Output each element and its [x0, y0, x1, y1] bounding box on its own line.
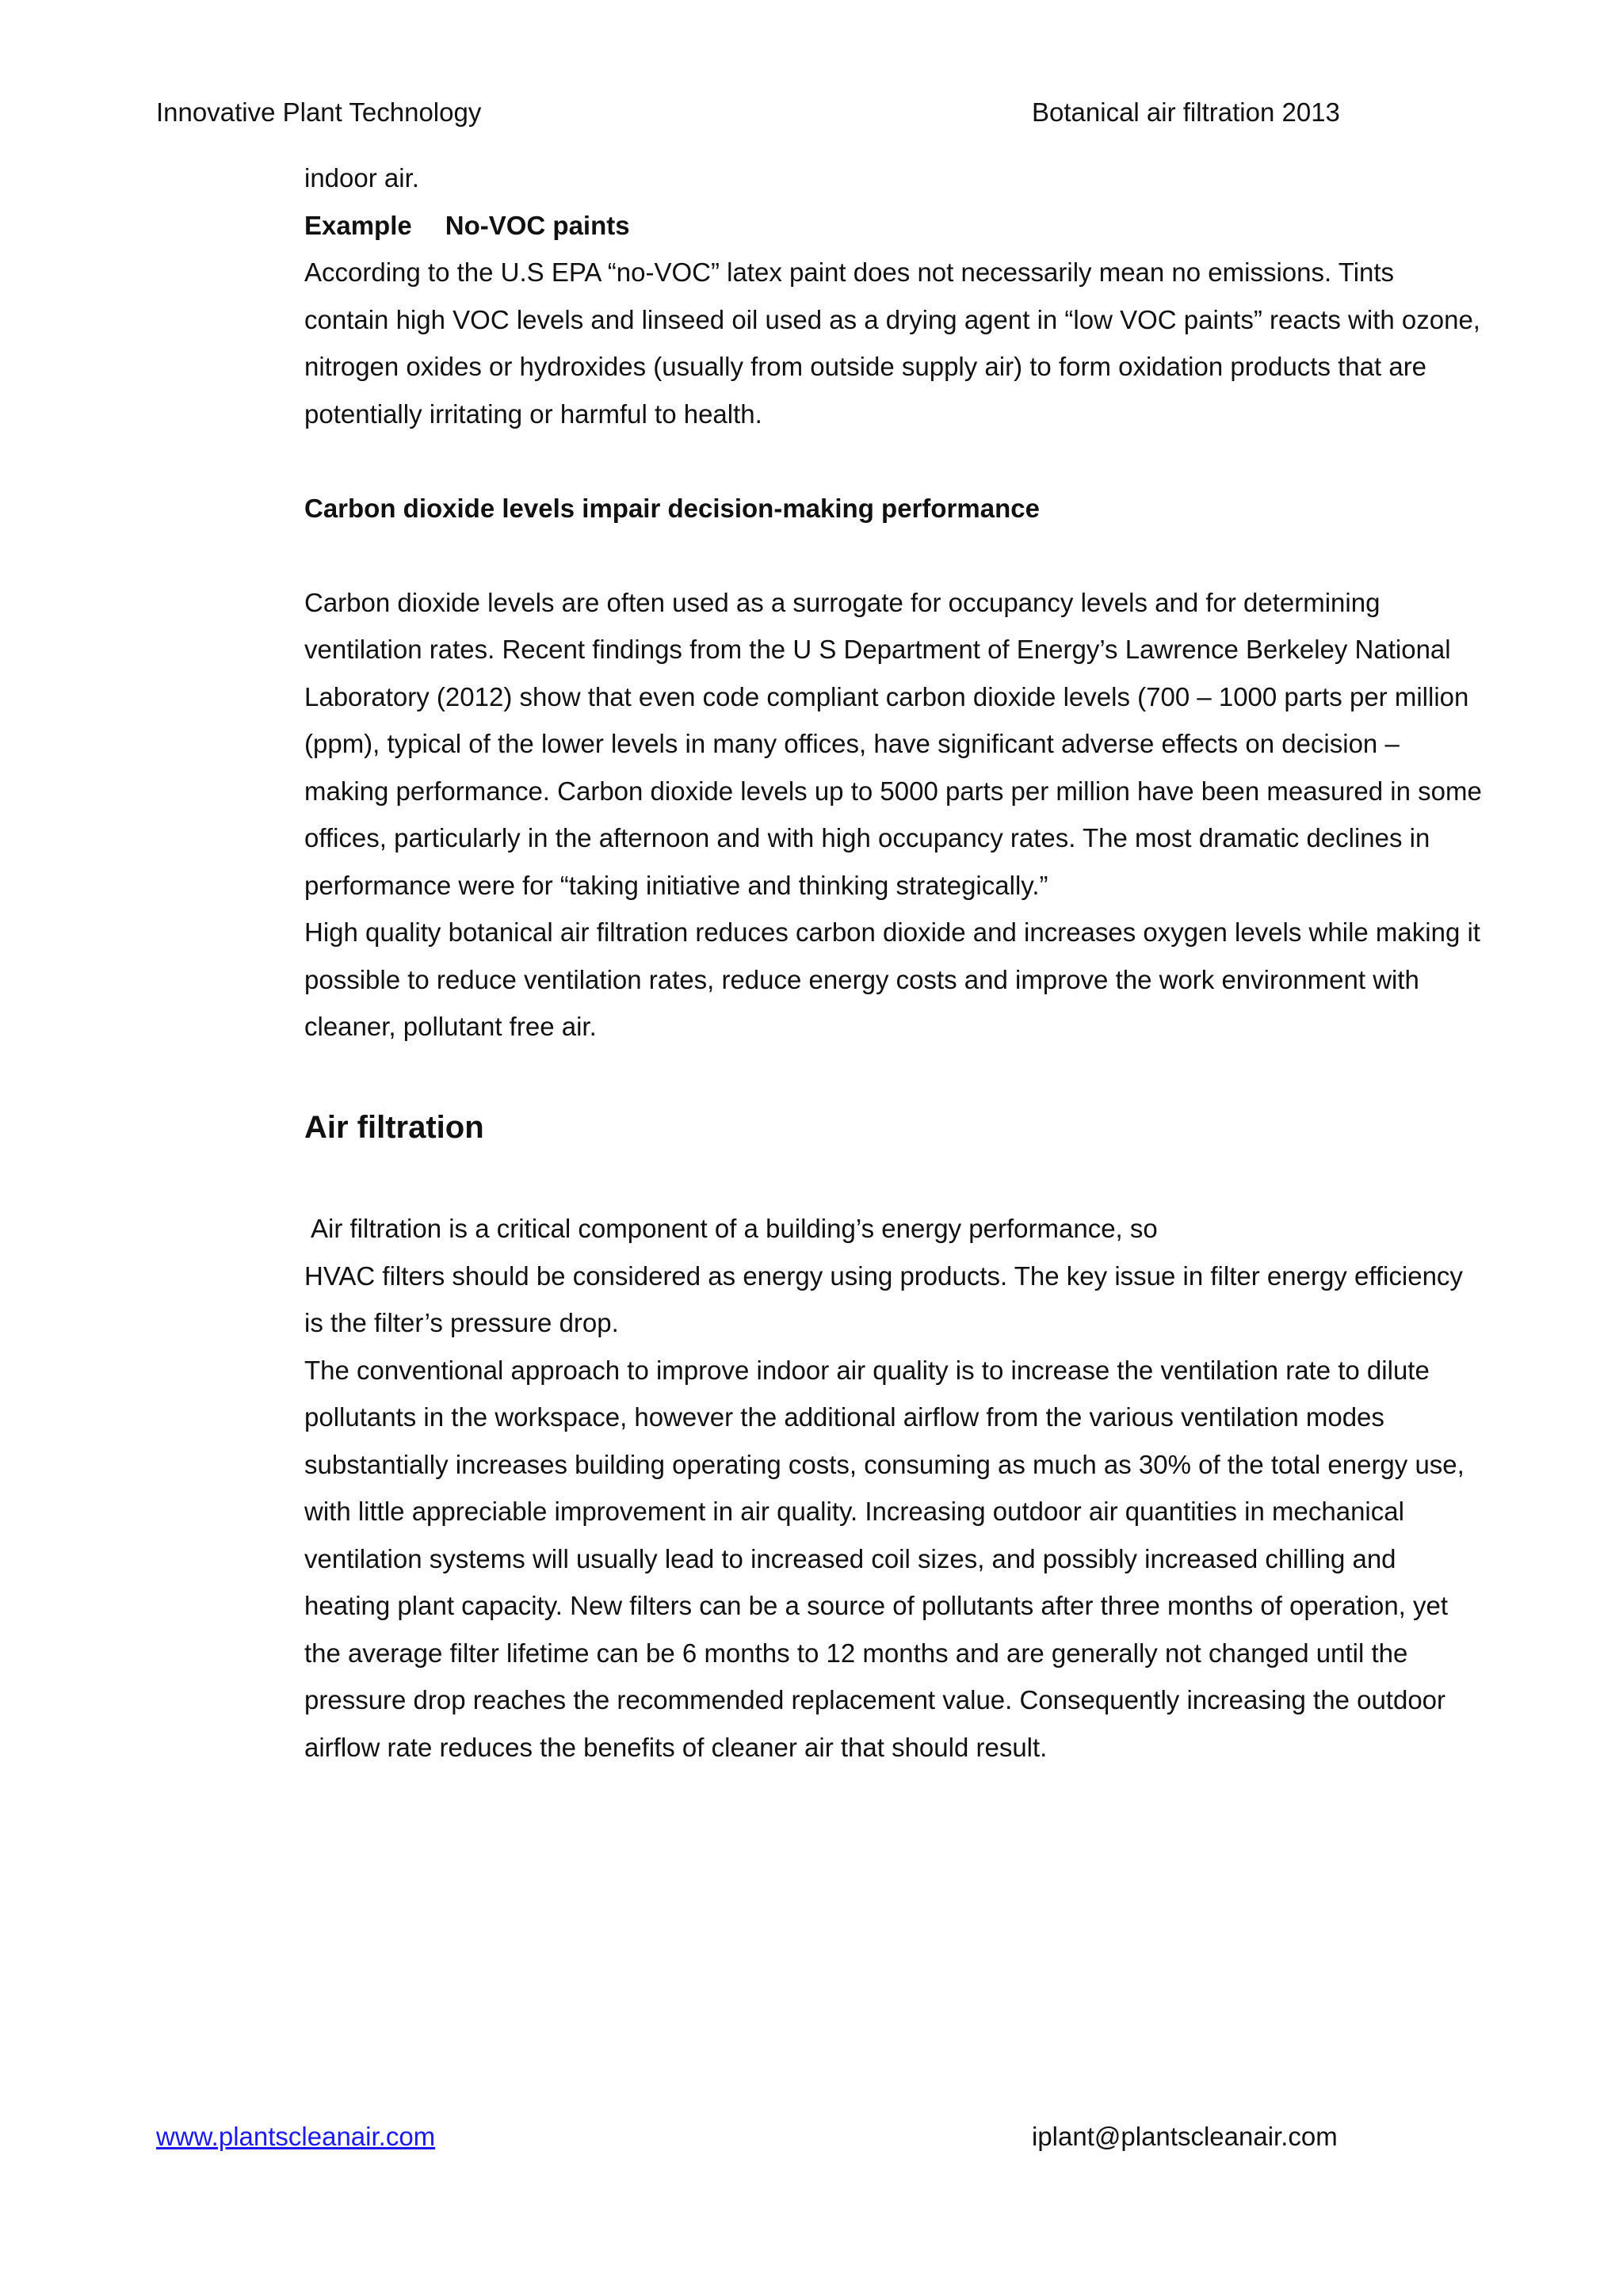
air-filtration-paragraph-2: The conventional approach to improve indoor air quality is to increase the ventilation rate to dilute pollutants in the workspace, however the additional airflow from the various ventilation modes substantially increases building operating costs, consuming as much as 30% of the total energy use, with little appreciable improvement in air quality. Increasing outdoor air quantities in mechanical ventilation systems will usually lead to increased coil sizes, and possibly increased chilling and heating plant capacity. New filters can be a source of pollutants after three months of operation, yet the average filter lifetime can be 6 months to 12 months and are generally not changed until the pressure drop reaches the recommended replacement value. Consequently increasing the outdoor airflow rate reduces the benefits of cleaner air that should result. — [304, 1355, 1465, 1762]
air-filtration-line-1: Air filtration is a critical component of a building’s energy performance, so — [311, 1214, 1158, 1243]
header-doc-title: Botanical air filtration 2013 — [1032, 97, 1340, 127]
air-filtration-paragraph-1: HVAC filters should be considered as energy using products. The key issue in filter energy efficiency is the filter’s pressure drop. — [304, 1261, 1463, 1337]
co2-paragraph-1: Carbon dioxide levels are often used as a surrogate for occupancy levels and for determining ventilation rates. Recent findings from the U S Department of Energy’s Lawrence Berkeley National Laboratory (2012) show that even code compliant carbon dioxide levels (700 – 1000 parts per million (ppm), typical of the lower levels in many offices, have significant adverse effects on decision – making performance. Carbon dioxide levels up to 5000 parts per million have been measured in some offices, particularly in the afternoon and with high occupancy rates. The most dramatic declines in performance were for “taking initiative and thinking strategically.” — [304, 587, 1482, 900]
example-label: Example — [304, 210, 412, 240]
document-body — [304, 154, 1485, 1771]
co2-paragraph-2: High quality botanical air filtration reduces carbon dioxide and increases oxygen levels while making it possible to reduce ventilation rates, reduce energy costs and improve the work environment with cleaner, pollutant free air. — [304, 917, 1480, 1041]
intro-tail-text: indoor air. — [304, 163, 419, 193]
co2-section-heading: Carbon dioxide levels impair decision-making performance — [304, 493, 1040, 523]
example-title: No-VOC paints — [445, 210, 630, 240]
example-heading — [304, 202, 1485, 250]
example-paragraph: According to the U.S EPA “no-VOC” latex paint does not necessarily mean no emissions. Tints contain high VOC levels and linseed oil used as a drying agent in “low VOC paints” reacts with ozone, nitrogen oxides or hydroxides (usually from outside supply air) to form oxidation products that are potentially irritating or harmful to health. — [304, 257, 1480, 429]
header-company: Innovative Plant Technology — [156, 97, 482, 127]
footer-website-link[interactable]: www.plantscleanair.com — [156, 2122, 436, 2151]
footer-email: iplant@plantscleanair.com — [1032, 2122, 1338, 2151]
air-filtration-heading: Air filtration — [304, 1109, 484, 1145]
